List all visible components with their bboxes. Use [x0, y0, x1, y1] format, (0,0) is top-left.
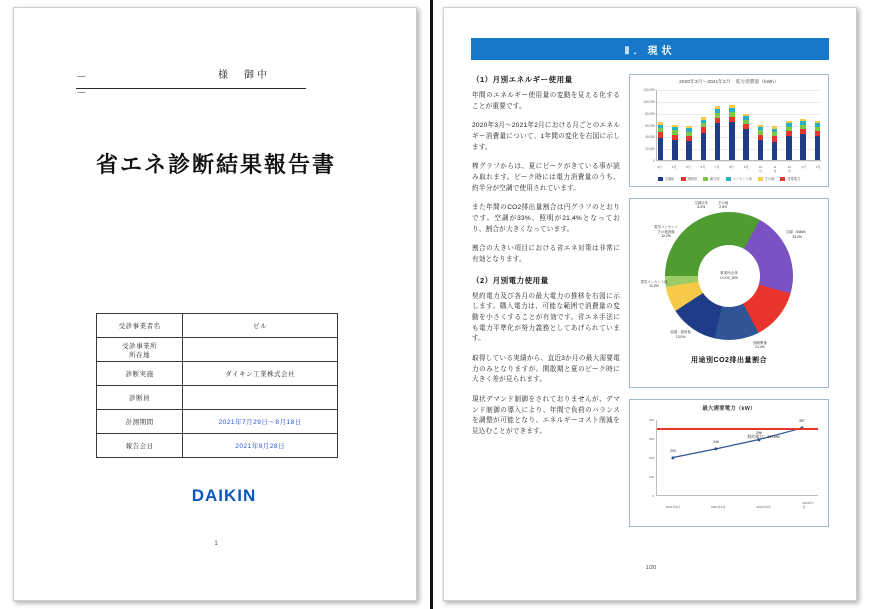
addressee-rule	[76, 74, 306, 89]
page-1-number: 1	[214, 541, 218, 547]
pie-slice-label: 照明関係 21.4%	[753, 341, 767, 350]
bar	[800, 119, 805, 160]
pie-slice-label: 電気コンセント他 11.2%	[640, 279, 668, 289]
addressee-suffix: 様 御中	[218, 70, 270, 81]
bar	[743, 114, 748, 160]
legend-label: その他	[764, 177, 775, 181]
pie-slice-label: 給湯・厨房他 13.0%	[670, 330, 691, 339]
pie-slice-label: 空調（34kW） 33.0%	[786, 230, 809, 239]
info-value: ビル	[183, 314, 338, 338]
bar	[815, 121, 820, 160]
bar-chart-plot-area	[635, 88, 823, 174]
info-value: 2021年9月28日	[183, 434, 338, 458]
pie-chart-title: 用途別CO2排出量割合	[691, 357, 767, 364]
axis-tick-label: 20,000	[645, 147, 655, 152]
paragraph: 棒グラフからは、夏にピークがきている事が読み取れます。ピーク時には電力消費量のうち、約半分が空調で使用されています。	[472, 163, 620, 192]
bar-segment	[686, 141, 691, 160]
bar-chart-x-axis	[657, 165, 821, 173]
table-row	[97, 434, 338, 458]
data-point-label: 357	[799, 419, 805, 424]
bar-segment	[772, 142, 777, 160]
axis-tick-label: 60,000	[645, 123, 655, 128]
info-value: ダイキン工業株式会社	[183, 362, 338, 386]
legend-swatch	[780, 177, 785, 181]
legend-item	[726, 176, 752, 181]
pie-chart-center-label: 事業所全体 t-CO2_500	[720, 271, 738, 280]
legend-label: コンセント用	[732, 177, 752, 181]
line-chart-series-svg	[657, 420, 818, 495]
table-row	[97, 338, 338, 362]
legend-swatch	[681, 177, 686, 181]
pie-slice-label: 空調以外 6.4%	[694, 201, 709, 210]
bar-chart-bars	[658, 90, 820, 160]
info-label: 計測期間	[97, 410, 183, 434]
bar-segment	[800, 134, 805, 160]
subsection-1-heading: （1）月別エネルギー使用量	[472, 75, 573, 84]
pie-slice-label: 電気コンセント その他設備 12.2%	[654, 225, 678, 239]
paragraph: 年間のエネルギー使用量の変動を見える化することが重要です。	[472, 92, 620, 110]
pie-slice-label: その他 2.8%	[718, 201, 729, 210]
axis-tick-label: 9月	[743, 165, 749, 169]
text-column	[472, 74, 620, 447]
bar	[672, 125, 677, 160]
axis-tick-label: 11月	[773, 165, 777, 173]
bar-segment	[743, 129, 748, 160]
pie-chart-plot-area	[630, 201, 828, 351]
legend-label: 照明用	[687, 177, 698, 181]
axis-tick-label: 2021年7月	[802, 501, 814, 509]
info-value	[183, 338, 338, 362]
legend-swatch	[726, 177, 731, 181]
axis-tick-label: 2月	[815, 165, 821, 169]
pie-chart-center	[698, 245, 760, 307]
axis-tick-label: 2021年5月	[711, 505, 726, 509]
bar-segment	[729, 122, 734, 160]
bar-segment	[701, 133, 706, 160]
bar-chart-legend	[630, 174, 828, 186]
axis-tick-label: 400	[648, 418, 654, 422]
subsection-2-body	[472, 292, 620, 438]
legend-item	[703, 176, 720, 181]
bar-chart	[629, 74, 829, 187]
bar-chart-title: 2020年3月～2021年2月 電力消費量（kWh）	[679, 79, 779, 84]
axis-tick-label: 80,000	[645, 111, 655, 116]
daikin-logo-text: DAIKIN	[191, 486, 257, 505]
bar-segment	[672, 140, 677, 160]
bar	[715, 106, 720, 160]
threshold-label: 契約電力：357kW	[747, 434, 780, 440]
page-1-cover	[13, 7, 417, 601]
legend-swatch	[658, 177, 663, 181]
axis-tick-label: 4月	[671, 165, 677, 169]
data-point-label: 296	[756, 430, 762, 435]
axis-tick-label: 10月	[758, 165, 763, 173]
info-label: 報告会日	[97, 434, 183, 458]
subsection-2-heading: （2）月別電力使用量	[472, 275, 549, 285]
page-title: 省エネ診断結果報告書	[95, 152, 336, 177]
bar-segment	[786, 136, 791, 160]
legend-item	[658, 176, 675, 181]
bar	[701, 117, 706, 160]
bar-segment	[815, 136, 820, 160]
line-chart-plot-area	[636, 414, 822, 510]
bar-segment	[658, 138, 663, 160]
paragraph: 取得している実績から、直近3か月の最大需要電力のみとなりますが、閑散期と夏のピーク時に大きく差が見られます。	[472, 355, 620, 384]
axis-tick-label: 3月	[657, 165, 663, 169]
axis-tick-label: 120,000	[643, 88, 655, 92]
legend-label: 動力用	[710, 177, 720, 181]
axis-tick-label: 40,000	[645, 135, 655, 140]
axis-tick-label: 200	[648, 456, 654, 460]
info-label: 診断員	[97, 386, 183, 410]
bar-segment	[715, 123, 720, 160]
line-chart	[629, 399, 829, 527]
axis-tick-label: 8月	[729, 165, 735, 169]
cover-info-table-body	[97, 314, 338, 458]
data-point-label: 246	[713, 439, 719, 444]
legend-swatch	[703, 177, 708, 181]
axis-tick-label: 0	[652, 494, 654, 498]
info-label: 受診事業所 所在地	[97, 338, 183, 362]
table-row	[97, 386, 338, 410]
data-point-label: 200	[670, 448, 676, 453]
pie-chart	[629, 198, 829, 388]
bar-segment	[758, 140, 763, 160]
daikin-logo	[14, 486, 418, 506]
bar-chart-plot	[656, 90, 821, 161]
axis-tick-label: 2021年4月	[665, 505, 681, 509]
cover-info-table	[96, 313, 338, 458]
section-heading: Ⅱ．現状	[471, 38, 829, 60]
axis-tick-label: 1月	[801, 165, 807, 169]
gridline	[657, 161, 821, 162]
paragraph: 2020年3月～2021年2月における月ごとのエネルギー消費量について、1年間の変化を右図に示します。	[472, 122, 620, 151]
axis-tick-label: 300	[648, 437, 654, 441]
axis-tick-label: 7月	[714, 165, 720, 169]
legend-label: 受電電力	[787, 177, 801, 181]
legend-swatch	[758, 177, 763, 181]
axis-tick-label: 5月	[686, 165, 691, 169]
legend-label: 空調用	[664, 177, 675, 181]
axis-tick-label: 100	[648, 475, 654, 479]
info-value	[183, 386, 338, 410]
line-chart-plot	[656, 420, 818, 496]
axis-tick-label: 6月	[700, 165, 706, 169]
info-value: 2021年7月29日～8月18日	[183, 410, 338, 434]
paragraph: 契約電力及び各月の最大電力の推移を右図に示します。購入電力は、可能な範囲で消費量の変動を小さくすることが有効です。省エネ手法にも電力平準化が努力義務としてあげられています。	[472, 292, 620, 343]
bar	[658, 122, 663, 160]
legend-item	[681, 176, 698, 181]
addressee-dashes: － －	[76, 71, 90, 99]
legend-item	[780, 176, 800, 181]
bar	[786, 121, 791, 160]
page-gutter	[430, 0, 433, 609]
bar	[686, 126, 691, 160]
paragraph: 現状デマンド制御をされておりませんが、デマンド制御の導入により、年間で負荷のバランスを調整が可能となり、エネルギーコスト削減を見込むことができます。	[472, 396, 620, 436]
paragraph: また年間のCO2排出量割合は円グラフのとおりです。空調が33%、照明が21.4%となっており、割合が大きくなっています。	[472, 204, 620, 233]
info-label: 受診事業者名	[97, 314, 183, 338]
axis-tick-label: 0	[653, 159, 655, 163]
figure-column	[629, 74, 829, 538]
bar	[772, 126, 777, 160]
page-2-number: 1/20	[645, 565, 657, 571]
subsection-1-body	[472, 91, 620, 266]
table-row	[97, 314, 338, 338]
table-row	[97, 362, 338, 386]
axis-tick-label: 2021年6月	[756, 505, 771, 509]
axis-tick-label: 100,000	[643, 99, 655, 104]
threshold-line	[657, 428, 818, 430]
table-row	[97, 410, 338, 434]
axis-tick-label: 12月	[787, 165, 792, 173]
bar	[729, 105, 734, 160]
page-2-content	[443, 7, 857, 601]
info-label: 診断実施	[97, 362, 183, 386]
legend-item	[758, 176, 775, 181]
paragraph: 割合の大きい項目における省エネ対策は非常に有効となります。	[472, 245, 620, 264]
bar	[758, 125, 763, 160]
line-chart-title: 最大需要電力（kW）	[702, 406, 756, 412]
